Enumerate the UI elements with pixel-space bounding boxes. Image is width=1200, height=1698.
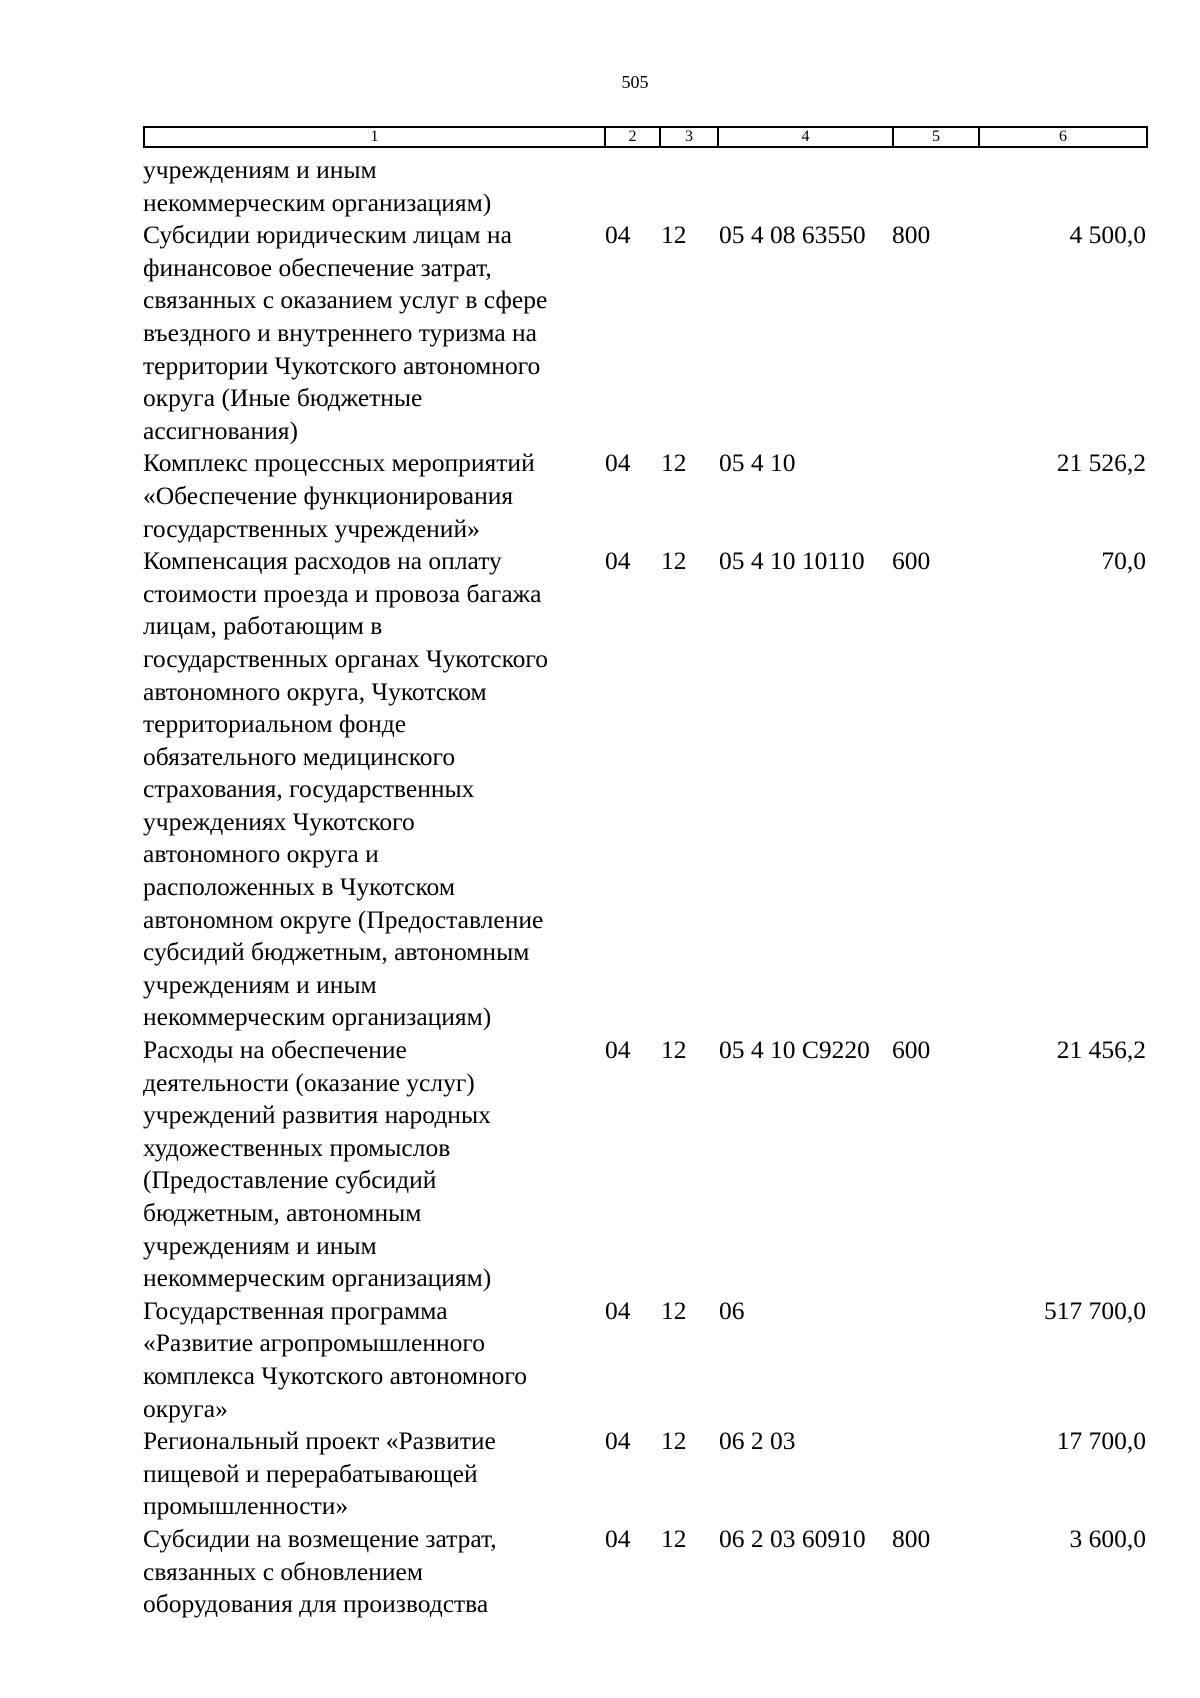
- description-line: стоимости проезда и провоза багажа: [143, 578, 542, 608]
- description-line: Компенсация расходов на оплату: [143, 546, 502, 576]
- description-line: некоммерческим организациям): [143, 187, 492, 217]
- row-amount: 70,0: [1101, 546, 1146, 576]
- table-row: [143, 154, 1146, 219]
- row-section-code: 04: [605, 220, 631, 250]
- description-line: государственных органах Чукотского: [143, 643, 548, 673]
- description-line: учреждениям и иным: [143, 155, 377, 184]
- row-expense-type-code: 600: [892, 546, 931, 576]
- description-line: художественных промыслов: [143, 1132, 451, 1162]
- table-row: [143, 1295, 1146, 1425]
- row-subsection-code: 12: [661, 1035, 687, 1065]
- description-line: учреждениям и иным: [143, 969, 377, 999]
- description-line: субсидий бюджетным, автономным: [143, 937, 530, 967]
- row-target-article-code: 05 4 10: [719, 448, 796, 478]
- row-subsection-code: 12: [661, 1523, 687, 1553]
- row-amount: 4 500,0: [1069, 220, 1146, 250]
- column-header-2: 2: [605, 127, 660, 147]
- row-subsection-code: 12: [661, 1426, 687, 1456]
- budget-table-body: [143, 154, 1146, 1621]
- description-line: некоммерческим организациям): [143, 1263, 492, 1293]
- description-line: деятельности (оказание услуг): [143, 1067, 475, 1097]
- description-line: некоммерческим организациям): [143, 1002, 492, 1032]
- row-target-article-code: 06: [719, 1295, 745, 1325]
- row-target-article-code: 06 2 03 60910: [719, 1523, 866, 1553]
- row-subsection-code: 12: [661, 546, 687, 576]
- description-line: учреждениям и иным: [143, 1230, 377, 1260]
- row-amount: 21 526,2: [1056, 448, 1146, 478]
- row-description: [143, 1523, 603, 1621]
- row-section-code: 04: [605, 546, 631, 576]
- row-description: [143, 1425, 603, 1523]
- description-line: автономного округа, Чукотском: [143, 676, 487, 706]
- row-description: [143, 1034, 603, 1295]
- description-line: расположенных в Чукотском: [143, 872, 455, 902]
- description-line: государственных учреждений»: [143, 513, 480, 543]
- description-line: «Развитие агропромышленного: [143, 1328, 485, 1358]
- column-header-5: 5: [893, 127, 979, 147]
- description-line: Государственная программа: [143, 1295, 448, 1325]
- row-amount: 17 700,0: [1056, 1426, 1146, 1456]
- table-row: [143, 1523, 1146, 1621]
- description-line: финансовое обеспечение затрат,: [143, 252, 492, 282]
- description-line: «Обеспечение функционирования: [143, 480, 514, 510]
- description-line: Региональный проект «Развитие: [143, 1426, 496, 1456]
- description-line: ассигнования): [143, 415, 298, 445]
- row-expense-type-code: 800: [892, 1523, 931, 1553]
- column-header-3: 3: [660, 127, 718, 147]
- row-description: [143, 545, 603, 1034]
- description-line: территориальном фонде: [143, 709, 407, 739]
- description-line: лицам, работающим в: [143, 611, 383, 641]
- description-line: округа (Иные бюджетные: [143, 383, 423, 413]
- row-target-article-code: 05 4 08 63550: [719, 220, 866, 250]
- page-number: 505: [621, 72, 649, 92]
- description-line: учреждений развития народных: [143, 1100, 491, 1130]
- row-target-article-code: 05 4 10 С9220: [719, 1035, 870, 1065]
- table-row: [143, 1034, 1146, 1295]
- row-section-code: 04: [605, 1295, 631, 1325]
- row-section-code: 04: [605, 448, 631, 478]
- description-line: Расходы на обеспечение: [143, 1035, 407, 1065]
- description-line: автономного округа и: [143, 839, 379, 869]
- description-line: округа»: [143, 1393, 228, 1423]
- description-line: страхования, государственных: [143, 774, 475, 804]
- row-section-code: 04: [605, 1035, 631, 1065]
- row-amount: 3 600,0: [1069, 1523, 1146, 1553]
- row-subsection-code: 12: [661, 220, 687, 250]
- column-header-4: 4: [718, 127, 893, 147]
- row-expense-type-code: 600: [892, 1035, 931, 1065]
- description-line: связанных с обновлением: [143, 1556, 424, 1586]
- row-target-article-code: 05 4 10 10110: [719, 546, 865, 576]
- row-amount: 517 700,0: [1044, 1295, 1146, 1325]
- description-line: въездного и внутреннего туризма на: [143, 317, 537, 347]
- row-amount: 21 456,2: [1056, 1035, 1146, 1065]
- row-description: [143, 219, 603, 447]
- description-line: учреждениях Чукотского: [143, 806, 415, 836]
- description-line: Субсидии на возмещение затрат,: [143, 1523, 497, 1553]
- description-line: Субсидии юридическим лицам на: [143, 220, 512, 250]
- column-header-1: 1: [144, 127, 605, 147]
- description-line: промышленности»: [143, 1491, 349, 1521]
- description-line: связанных с оказанием услуг в сфере: [143, 285, 548, 315]
- table-row: [143, 1425, 1146, 1523]
- description-line: территории Чукотского автономного: [143, 350, 541, 380]
- row-target-article-code: 06 2 03: [719, 1426, 796, 1456]
- description-line: (Предоставление субсидий: [143, 1165, 437, 1195]
- column-header-6: 6: [979, 127, 1147, 147]
- row-expense-type-code: 800: [892, 220, 931, 250]
- description-line: оборудования для производства: [143, 1589, 489, 1619]
- row-section-code: 04: [605, 1523, 631, 1553]
- row-description: [143, 447, 603, 545]
- description-line: Комплекс процессных мероприятий: [143, 448, 535, 478]
- row-description: [143, 1295, 603, 1425]
- row-subsection-code: 12: [661, 1295, 687, 1325]
- description-line: комплекса Чукотского автономного: [143, 1360, 527, 1390]
- table-row: [143, 219, 1146, 447]
- description-line: пищевой и перерабатывающей: [143, 1458, 478, 1488]
- row-subsection-code: 12: [661, 448, 687, 478]
- description-line: обязательного медицинского: [143, 741, 456, 771]
- table-row: [143, 545, 1146, 1034]
- table-row: [143, 447, 1146, 545]
- description-line: автономном округе (Предоставление: [143, 904, 544, 934]
- row-section-code: 04: [605, 1426, 631, 1456]
- row-description: [143, 154, 603, 219]
- description-line: бюджетным, автономным: [143, 1198, 422, 1227]
- column-header-table: [143, 126, 1148, 148]
- column-header-row: [144, 127, 1147, 147]
